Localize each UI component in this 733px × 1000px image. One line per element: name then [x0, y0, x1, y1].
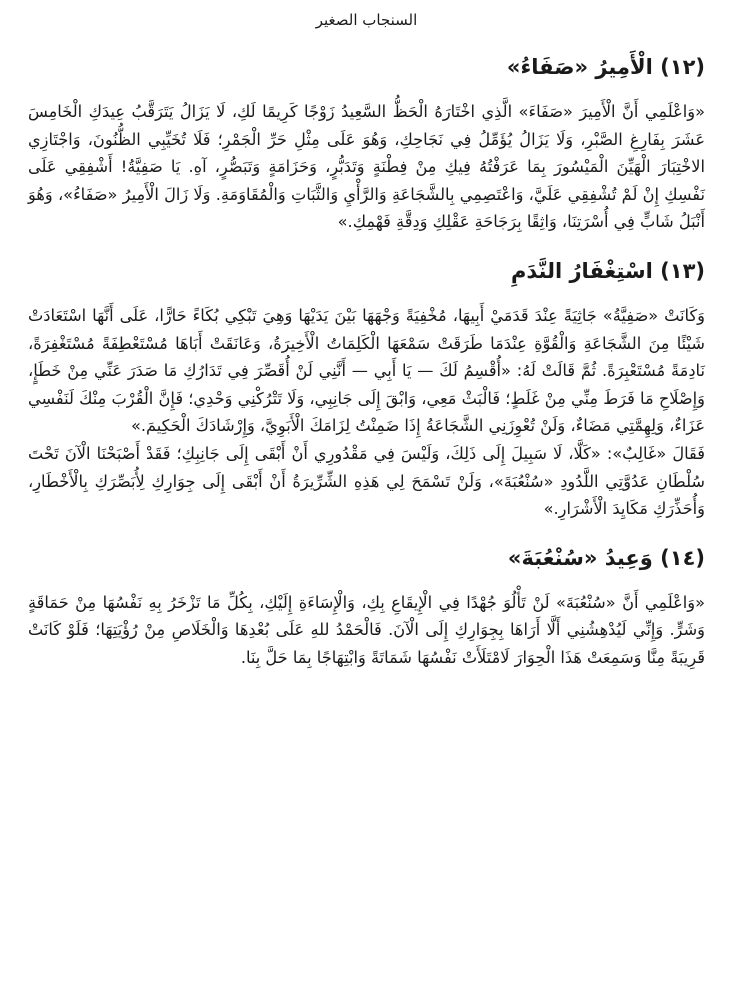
running-header: السنجاب الصغير: [315, 11, 418, 29]
paragraph: «وَاعْلَمِي أَنَّ الْأَمِيرَ «صَفَاءَ» الَّذِي اخْتَارَهُ الْحَظُّ السَّعِيدُ زَوْجًا كَرِيمًا لَكِ، لَا يَزَالُ يَتَرَقَّبُ عِيدَكِ الْخَامِسَ عَشَرَ بِفَارِغِ الصَّبْرِ، وَلَا يَزَالُ يُؤَمِّلُ فِي نَجَاحِكِ، وَهُوَ عَلَى مِثْلِ حَرِّ الْجَمْرِ؛ فَلَا تُخَيِّبِي الظُّنُونَ، وَاجْتَازِي الاخْتِبَارَ الْهَيِّنَ الْمَيْسُورَ بِمَا عَرَفْتُهُ فِيكِ مِنْ فِطْنَةٍ وَتَدَبُّرٍ، وَحَزَامَةٍ وَتَبَصُّرٍ، آهِ. يَا صَفِيَّةُ! أَشْفِقِي عَلَى نَفْسِكِ إِنْ لَمْ تُشْفِقِي عَلَيَّ، وَاعْتَصِمِي بِالشَّجَاعَةِ وَالرَّأْيِ وَالثَّبَاتِ وَالْمُقَاوَمَةِ. وَلَا زَالَ الْأَمِيرُ «صَفَاءُ»، وَهُوَ أَنْبَلُ شَابٍّ فِي أُسْرَتِنَا، وَاثِقًا بِرَجَاحَةِ عَقْلِكِ وَدِقَّةِ فَهْمِكِ.»: [28, 102, 705, 232]
section-body: [28, 302, 705, 523]
section-13: [28, 256, 705, 523]
section-14: [28, 543, 705, 672]
section-title: (١٢) الْأَمِيرُ «صَفَاءُ»: [506, 55, 705, 79]
paragraph: فَقَالَ «غَالِبٌ»: «كَلَّا، لَا سَبِيلَ إِلَى ذَلِكَ، وَلَيْسَ فِي مَقْدُورِي أَنْ أَبْقَى إِلَى جَانِبِكِ؛ فَقَدْ أَصْبَحْنَا الْآنَ تَحْتَ سُلْطَانِ عَدُوَّتِي اللَّدُودِ «سُنْعُبَةَ»، وَلَنْ تَسْمَحَ لِي هَذِهِ الشِّرِّيرَةُ أَنْ أَبْقَى إِلَى جِوَارِكِ لِأُبَصِّرَكِ بِالْأَخْطَارِ، وَأُحَذِّرَكِ مَكَايِدَ الْأَشْرَارِ.»: [28, 443, 705, 519]
section-12: [28, 52, 705, 236]
section-title: (١٤) وَعِيدُ «سُنْعُبَةَ»: [507, 545, 705, 570]
section-body: [28, 98, 705, 236]
section-body: [28, 589, 705, 672]
paragraph: وَكَانَتْ «صَفِيَّةُ» جَاثِيَةً عِنْدَ قَدَمَيْ أَبِيهَا، مُخْفِيَةً وَجْهَهَا بَيْنَ يَدَيْهَا وَهِيَ تَبْكِي بُكَاءً حَارًّا، عَلَى أَنَّهَا اسْتَعَادَتْ شَيْئًا مِنَ الشَّجَاعَةِ وَالْقُوَّةِ عِنْدَمَا طَرَقَتْ سَمْعَهَا الْكَلِمَاتُ الْأَخِيرَةُ، وَعَانَقَتْ أَبَاهَا مُسْتَعْطِفَةً مُسْتَغْفِرَةً، نَادِمَةً مُسْتَعْبِرَةً. ثُمَّ قَالَتْ لَهُ: «أُقْسِمُ لَكَ — يَا أَبِي — أَنَّنِي لَنْ أُقَصِّرَ فِي تَدَارُكِ مَا صَدَرَ عَنِّي مِنْ خَطَإٍ، وَإِصْلَاحِ مَا فَرَطَ مِنِّي مِنْ غَلَطٍ؛ فَالْبَثْ مَعِي، وَابْقَ إِلَى جَانِبِي، وَلَا تَتْرُكْنِي وَحْدِي؛ فَإِنَّ الْقُرْبَ مِنْكَ لَنَفْسِي عَزَاءٌ، وَلِهِمَّتِي مَضَاءٌ، وَلَنْ تُعْوِزَنِي الشَّجَاعَةُ إِذَا ضَمِنْتُ لِزَامَكَ الْأَبَوِيَّ، وَإِرْشَادَكَ الْحَكِيمَ.»: [28, 305, 705, 436]
paragraph: «وَاعْلَمِي أَنَّ «سُنْعُبَةَ» لَنْ تَأْلُوَ جُهْدًا فِي الْإِيقَاعِ بِكِ، وَالْإِسَاءَةِ إِلَيْكِ، بِكُلِّ مَا تَزْخَرُ بِهِ نَفْسُهَا مِنْ حَمَاقَةٍ وَشَرٍّ. وَإِنِّي لَيُدْهِشُنِي أَلَّا أَرَاهَا بِجِوَارِكِ إِلَى الْآنَ. فَالْحَمْدُ للهِ عَلَى بُعْدِهَا وَالْخَلَاصِ مِنْ رُؤْيَتِهَا؛ فَلَوْ كَانَتْ قَرِيبَةً مِنَّا وَسَمِعَتْ هَذَا الْحِوَارَ لَامْتَلَأَتْ نَفْسُهَا شَمَاتَةً وَابْتِهَاجًا بِمَا حَلَّ بِنَا.: [28, 592, 705, 667]
section-title: (١٣) اسْتِغْفَارُ النَّدَمِ: [510, 258, 705, 283]
